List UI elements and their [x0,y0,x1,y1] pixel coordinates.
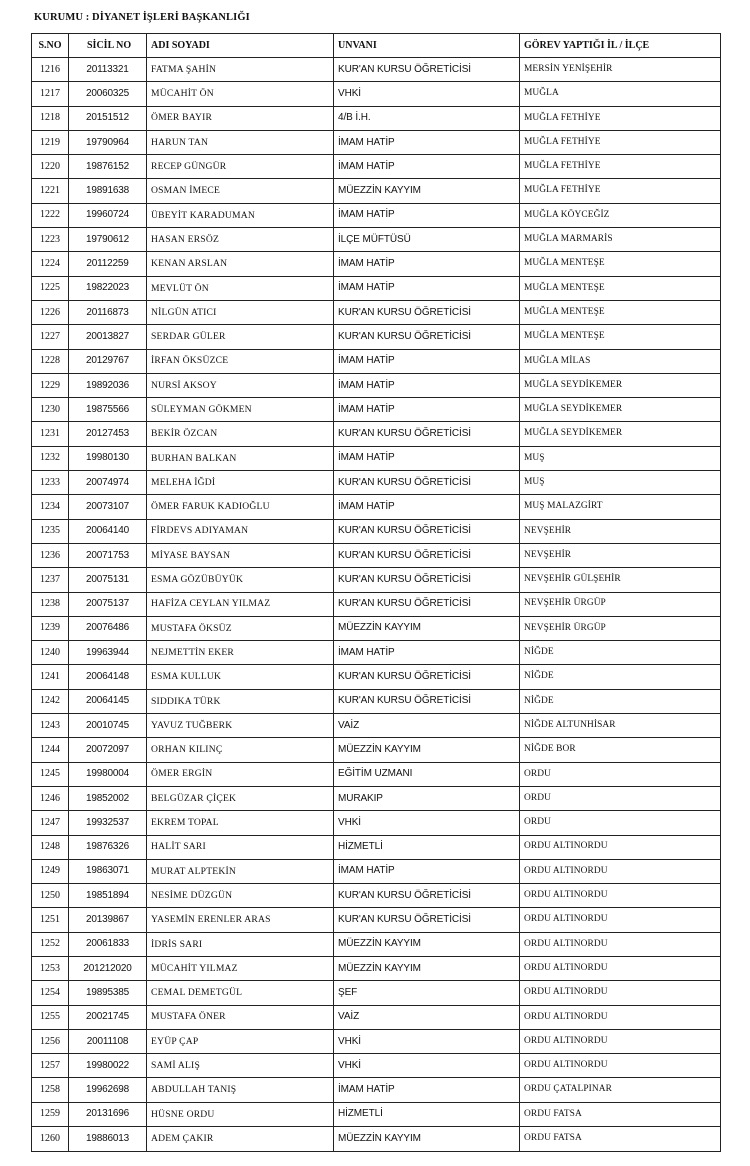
cell-sicil-no: 20127453 [69,422,147,446]
cell-unvani: KUR'AN KURSU ÖĞRETİCİSİ [334,689,520,713]
cell-gorev-yeri: MUĞLA MARMARİS [520,228,721,252]
cell-gorev-yeri: NEVŞEHİR ÜRGÜP [520,592,721,616]
cell-adi-soyadi: KENAN ARSLAN [147,252,334,276]
cell-sicil-no: 20010745 [69,714,147,738]
cell-adi-soyadi: EYÜP ÇAP [147,1029,334,1053]
cell-sicil-no: 19891638 [69,179,147,203]
cell-sno: 1237 [32,568,69,592]
cell-sno: 1217 [32,82,69,106]
cell-unvani: KUR'AN KURSU ÖĞRETİCİSİ [334,543,520,567]
table-row [32,203,721,227]
cell-sicil-no: 20113321 [69,58,147,82]
table-row [32,835,721,859]
cell-sicil-no: 20076486 [69,616,147,640]
cell-sicil-no: 20075131 [69,568,147,592]
cell-sicil-no: 19822023 [69,276,147,300]
table-row [32,276,721,300]
cell-sno: 1243 [32,714,69,738]
cell-adi-soyadi: HALİT SARI [147,835,334,859]
cell-gorev-yeri: ORDU ALTINORDU [520,908,721,932]
cell-sno: 1228 [32,349,69,373]
cell-sicil-no: 19863071 [69,859,147,883]
cell-gorev-yeri: MUĞLA [520,82,721,106]
cell-sno: 1236 [32,543,69,567]
table-row [32,908,721,932]
cell-adi-soyadi: NURSİ AKSOY [147,373,334,397]
cell-gorev-yeri: MUĞLA SEYDİKEMER [520,422,721,446]
cell-adi-soyadi: BURHAN BALKAN [147,446,334,470]
cell-sicil-no: 19895385 [69,981,147,1005]
cell-unvani: HİZMETLİ [334,1102,520,1126]
cell-unvani: İMAM HATİP [334,276,520,300]
cell-sno: 1241 [32,665,69,689]
cell-unvani: KUR'AN KURSU ÖĞRETİCİSİ [334,884,520,908]
cell-gorev-yeri: MUĞLA FETHİYE [520,106,721,130]
cell-adi-soyadi: MUSTAFA ÖKSÜZ [147,616,334,640]
cell-adi-soyadi: ÖMER BAYIR [147,106,334,130]
cell-gorev-yeri: MUĞLA FETHİYE [520,155,721,179]
cell-gorev-yeri: MUĞLA FETHİYE [520,130,721,154]
cell-adi-soyadi: OSMAN İMECE [147,179,334,203]
table-row [32,884,721,908]
cell-sicil-no: 19876326 [69,835,147,859]
cell-adi-soyadi: ÖMER FARUK KADIOĞLU [147,495,334,519]
cell-adi-soyadi: ÜBEYİT KARADUMAN [147,203,334,227]
cell-sicil-no: 19852002 [69,786,147,810]
cell-adi-soyadi: ADEM ÇAKIR [147,1127,334,1152]
cell-sicil-no: 19790964 [69,130,147,154]
cell-adi-soyadi: YASEMİN ERENLER ARAS [147,908,334,932]
cell-sicil-no: 19932537 [69,811,147,835]
cell-sicil-no: 20013827 [69,325,147,349]
cell-sicil-no: 20129767 [69,349,147,373]
cell-gorev-yeri: MUĞLA MENTEŞE [520,300,721,324]
cell-gorev-yeri: MERSİN YENİŞEHİR [520,58,721,82]
personnel-table [31,33,721,1152]
cell-adi-soyadi: FİRDEVS ADIYAMAN [147,519,334,543]
cell-sicil-no: 19851894 [69,884,147,908]
cell-adi-soyadi: SÜLEYMAN GÖKMEN [147,398,334,422]
cell-gorev-yeri: NEVŞEHİR ÜRGÜP [520,616,721,640]
cell-adi-soyadi: ÖMER ERGİN [147,762,334,786]
cell-gorev-yeri: ORDU ALTINORDU [520,981,721,1005]
cell-unvani: KUR'AN KURSU ÖĞRETİCİSİ [334,592,520,616]
cell-gorev-yeri: ORDU [520,762,721,786]
table-row [32,106,721,130]
cell-sno: 1235 [32,519,69,543]
table-row [32,981,721,1005]
cell-sicil-no: 19790612 [69,228,147,252]
table-row [32,616,721,640]
cell-sno: 1233 [32,471,69,495]
cell-unvani: İMAM HATİP [334,859,520,883]
cell-unvani: MÜEZZİN KAYYIM [334,1127,520,1152]
cell-sno: 1251 [32,908,69,932]
cell-adi-soyadi: RECEP GÜNGÜR [147,155,334,179]
cell-gorev-yeri: MUĞLA FETHİYE [520,179,721,203]
table-row [32,786,721,810]
cell-sno: 1260 [32,1127,69,1152]
cell-gorev-yeri: ORDU [520,811,721,835]
cell-sno: 1244 [32,738,69,762]
header-gorev-yeri: GÖREV YAPTIĞI İL / İLÇE [520,34,721,58]
cell-adi-soyadi: FATMA ŞAHİN [147,58,334,82]
table-row [32,1029,721,1053]
cell-adi-soyadi: MÜCAHİT YILMAZ [147,956,334,980]
cell-adi-soyadi: MİYASE BAYSAN [147,543,334,567]
table-header [32,34,721,58]
cell-gorev-yeri: MUĞLA MENTEŞE [520,325,721,349]
cell-adi-soyadi: ESMA GÖZÜBÜYÜK [147,568,334,592]
cell-sicil-no: 19962698 [69,1078,147,1102]
cell-gorev-yeri: NİĞDE ALTUNHİSAR [520,714,721,738]
cell-sno: 1223 [32,228,69,252]
cell-unvani: MÜEZZİN KAYYIM [334,932,520,956]
cell-unvani: KUR'AN KURSU ÖĞRETİCİSİ [334,471,520,495]
cell-sicil-no: 20112259 [69,252,147,276]
cell-adi-soyadi: HARUN TAN [147,130,334,154]
cell-adi-soyadi: BELGÜZAR ÇİÇEK [147,786,334,810]
cell-gorev-yeri: ORDU FATSA [520,1102,721,1126]
table-row [32,811,721,835]
cell-unvani: İMAM HATİP [334,641,520,665]
cell-sno: 1257 [32,1054,69,1078]
table-row [32,665,721,689]
cell-unvani: İMAM HATİP [334,373,520,397]
cell-gorev-yeri: NEVŞEHİR GÜLŞEHİR [520,568,721,592]
cell-sno: 1258 [32,1078,69,1102]
cell-adi-soyadi: HASAN ERSÖZ [147,228,334,252]
cell-sicil-no: 19963944 [69,641,147,665]
cell-sno: 1255 [32,1005,69,1029]
table-row [32,471,721,495]
cell-unvani: İMAM HATİP [334,349,520,373]
cell-unvani: MÜEZZİN KAYYIM [334,616,520,640]
cell-gorev-yeri: ORDU ALTINORDU [520,859,721,883]
table-row [32,228,721,252]
cell-gorev-yeri: ORDU ALTINORDU [520,835,721,859]
cell-adi-soyadi: ORHAN KILINÇ [147,738,334,762]
cell-sicil-no: 20072097 [69,738,147,762]
cell-adi-soyadi: NESİME DÜZGÜN [147,884,334,908]
cell-unvani: KUR'AN KURSU ÖĞRETİCİSİ [334,58,520,82]
cell-sno: 1240 [32,641,69,665]
cell-unvani: KUR'AN KURSU ÖĞRETİCİSİ [334,325,520,349]
cell-sno: 1256 [32,1029,69,1053]
cell-gorev-yeri: MUŞ [520,446,721,470]
institution-title: KURUMU : DİYANET İŞLERİ BAŞKANLIĞI [34,12,250,23]
cell-sicil-no: 201212020 [69,956,147,980]
table-row [32,1127,721,1152]
table-row [32,179,721,203]
cell-adi-soyadi: NEJMETTİN EKER [147,641,334,665]
cell-sicil-no: 20064140 [69,519,147,543]
cell-sicil-no: 19892036 [69,373,147,397]
cell-unvani: VHKİ [334,82,520,106]
cell-sno: 1239 [32,616,69,640]
cell-gorev-yeri: NİĞDE [520,641,721,665]
cell-gorev-yeri: MUĞLA MENTEŞE [520,252,721,276]
cell-sicil-no: 19875566 [69,398,147,422]
cell-sno: 1247 [32,811,69,835]
cell-unvani: 4/B İ.H. [334,106,520,130]
cell-sno: 1259 [32,1102,69,1126]
cell-sno: 1252 [32,932,69,956]
cell-sno: 1224 [32,252,69,276]
cell-unvani: MÜEZZİN KAYYIM [334,738,520,762]
cell-sicil-no: 20116873 [69,300,147,324]
cell-unvani: İMAM HATİP [334,495,520,519]
cell-sno: 1230 [32,398,69,422]
table-row [32,932,721,956]
cell-sicil-no: 20021745 [69,1005,147,1029]
cell-gorev-yeri: ORDU ALTINORDU [520,1029,721,1053]
cell-unvani: VHKİ [334,1029,520,1053]
cell-unvani: KUR'AN KURSU ÖĞRETİCİSİ [334,422,520,446]
cell-gorev-yeri: NEVŞEHİR [520,543,721,567]
table-row [32,252,721,276]
cell-unvani: İMAM HATİP [334,203,520,227]
cell-unvani: VHKİ [334,811,520,835]
cell-gorev-yeri: NEVŞEHİR [520,519,721,543]
table-row [32,398,721,422]
cell-sicil-no: 19980004 [69,762,147,786]
cell-sicil-no: 20061833 [69,932,147,956]
cell-sicil-no: 20071753 [69,543,147,567]
cell-unvani: İMAM HATİP [334,252,520,276]
cell-sno: 1231 [32,422,69,446]
cell-sicil-no: 20073107 [69,495,147,519]
cell-unvani: VHKİ [334,1054,520,1078]
cell-adi-soyadi: SERDAR GÜLER [147,325,334,349]
table-row [32,543,721,567]
cell-adi-soyadi: ABDULLAH TANIŞ [147,1078,334,1102]
cell-unvani: KUR'AN KURSU ÖĞRETİCİSİ [334,300,520,324]
table-row [32,689,721,713]
cell-sicil-no: 20011108 [69,1029,147,1053]
cell-adi-soyadi: İDRİS SARI [147,932,334,956]
cell-adi-soyadi: BEKİR ÖZCAN [147,422,334,446]
cell-adi-soyadi: NİLGÜN ATICI [147,300,334,324]
cell-sno: 1216 [32,58,69,82]
cell-gorev-yeri: MUŞ MALAZGİRT [520,495,721,519]
cell-unvani: İMAM HATİP [334,1078,520,1102]
cell-unvani: İMAM HATİP [334,155,520,179]
table-row [32,82,721,106]
cell-sno: 1234 [32,495,69,519]
header-sno: S.NO [32,34,69,58]
table-row [32,325,721,349]
table-row [32,1102,721,1126]
cell-unvani: MÜEZZİN KAYYIM [334,956,520,980]
cell-unvani: VAİZ [334,714,520,738]
table-row [32,155,721,179]
table-row [32,519,721,543]
cell-unvani: İMAM HATİP [334,446,520,470]
cell-gorev-yeri: ORDU ALTINORDU [520,1005,721,1029]
cell-gorev-yeri: ORDU ALTINORDU [520,1054,721,1078]
cell-unvani: İMAM HATİP [334,398,520,422]
table-row [32,762,721,786]
cell-adi-soyadi: MUSTAFA ÖNER [147,1005,334,1029]
cell-adi-soyadi: SAMİ ALIŞ [147,1054,334,1078]
cell-sno: 1246 [32,786,69,810]
cell-gorev-yeri: MUŞ [520,471,721,495]
cell-gorev-yeri: ORDU ALTINORDU [520,932,721,956]
header-adi-soyadi: ADI SOYADI [147,34,334,58]
cell-sno: 1249 [32,859,69,883]
cell-adi-soyadi: SIDDIKA TÜRK [147,689,334,713]
cell-sicil-no: 20075137 [69,592,147,616]
header-unvani: UNVANI [334,34,520,58]
cell-adi-soyadi: EKREM TOPAL [147,811,334,835]
cell-unvani: MURAKIP [334,786,520,810]
cell-gorev-yeri: NİĞDE BOR [520,738,721,762]
table-row [32,1054,721,1078]
cell-gorev-yeri: MUĞLA SEYDİKEMER [520,373,721,397]
cell-sicil-no: 20064145 [69,689,147,713]
header-sicil-no: SİCİL NO [69,34,147,58]
cell-adi-soyadi: MEVLÜT ÖN [147,276,334,300]
cell-sicil-no: 19960724 [69,203,147,227]
cell-adi-soyadi: İRFAN ÖKSÜZCE [147,349,334,373]
cell-adi-soyadi: MÜCAHİT ÖN [147,82,334,106]
cell-sno: 1238 [32,592,69,616]
cell-gorev-yeri: ORDU [520,786,721,810]
cell-sno: 1253 [32,956,69,980]
cell-adi-soyadi: ESMA KULLUK [147,665,334,689]
cell-gorev-yeri: MUĞLA SEYDİKEMER [520,398,721,422]
cell-unvani: HİZMETLİ [334,835,520,859]
cell-sicil-no: 20151512 [69,106,147,130]
cell-sicil-no: 20064148 [69,665,147,689]
table-row [32,495,721,519]
table-row [32,373,721,397]
cell-unvani: VAİZ [334,1005,520,1029]
cell-sicil-no: 20131696 [69,1102,147,1126]
table-row [32,592,721,616]
cell-sno: 1245 [32,762,69,786]
cell-adi-soyadi: CEMAL DEMETGÜL [147,981,334,1005]
cell-sicil-no: 20139867 [69,908,147,932]
cell-sno: 1227 [32,325,69,349]
cell-sicil-no: 19886013 [69,1127,147,1152]
cell-gorev-yeri: MUĞLA MENTEŞE [520,276,721,300]
cell-sno: 1226 [32,300,69,324]
cell-gorev-yeri: ORDU ALTINORDU [520,956,721,980]
table-row [32,422,721,446]
cell-unvani: KUR'AN KURSU ÖĞRETİCİSİ [334,519,520,543]
cell-unvani: KUR'AN KURSU ÖĞRETİCİSİ [334,665,520,689]
cell-sno: 1242 [32,689,69,713]
cell-unvani: İLÇE MÜFTÜSÜ [334,228,520,252]
cell-sicil-no: 19980130 [69,446,147,470]
table-row [32,641,721,665]
cell-sicil-no: 19980022 [69,1054,147,1078]
table-row [32,738,721,762]
cell-sno: 1225 [32,276,69,300]
cell-adi-soyadi: YAVUZ TUĞBERK [147,714,334,738]
cell-gorev-yeri: MUĞLA MİLAS [520,349,721,373]
table-body [32,58,721,1152]
cell-gorev-yeri: ORDU ALTINORDU [520,884,721,908]
cell-adi-soyadi: MELEHA İĞDİ [147,471,334,495]
table-row [32,130,721,154]
cell-sno: 1222 [32,203,69,227]
cell-unvani: EĞİTİM UZMANI [334,762,520,786]
cell-unvani: MÜEZZİN KAYYIM [334,179,520,203]
cell-sno: 1250 [32,884,69,908]
cell-sno: 1221 [32,179,69,203]
cell-sno: 1248 [32,835,69,859]
table-row [32,349,721,373]
table-row [32,568,721,592]
cell-gorev-yeri: MUĞLA KÖYCEĞİZ [520,203,721,227]
cell-unvani: KUR'AN KURSU ÖĞRETİCİSİ [334,908,520,932]
cell-sno: 1229 [32,373,69,397]
cell-sno: 1218 [32,106,69,130]
table-row [32,1005,721,1029]
table-row [32,1078,721,1102]
cell-gorev-yeri: NİĞDE [520,689,721,713]
cell-gorev-yeri: ORDU FATSA [520,1127,721,1152]
table-row [32,714,721,738]
table-row [32,859,721,883]
cell-adi-soyadi: HÜSNE ORDU [147,1102,334,1126]
cell-sno: 1220 [32,155,69,179]
cell-sno: 1254 [32,981,69,1005]
cell-unvani: İMAM HATİP [334,130,520,154]
cell-gorev-yeri: ORDU ÇATALPINAR [520,1078,721,1102]
cell-sno: 1219 [32,130,69,154]
cell-unvani: KUR'AN KURSU ÖĞRETİCİSİ [334,568,520,592]
cell-sicil-no: 20060325 [69,82,147,106]
header-row [32,34,721,58]
cell-gorev-yeri: NİĞDE [520,665,721,689]
cell-sno: 1232 [32,446,69,470]
cell-sicil-no: 20074974 [69,471,147,495]
table-row [32,446,721,470]
cell-unvani: ŞEF [334,981,520,1005]
table-row [32,300,721,324]
cell-sicil-no: 19876152 [69,155,147,179]
cell-adi-soyadi: HAFİZA CEYLAN YILMAZ [147,592,334,616]
cell-adi-soyadi: MURAT ALPTEKİN [147,859,334,883]
table-row [32,956,721,980]
table-row [32,58,721,82]
